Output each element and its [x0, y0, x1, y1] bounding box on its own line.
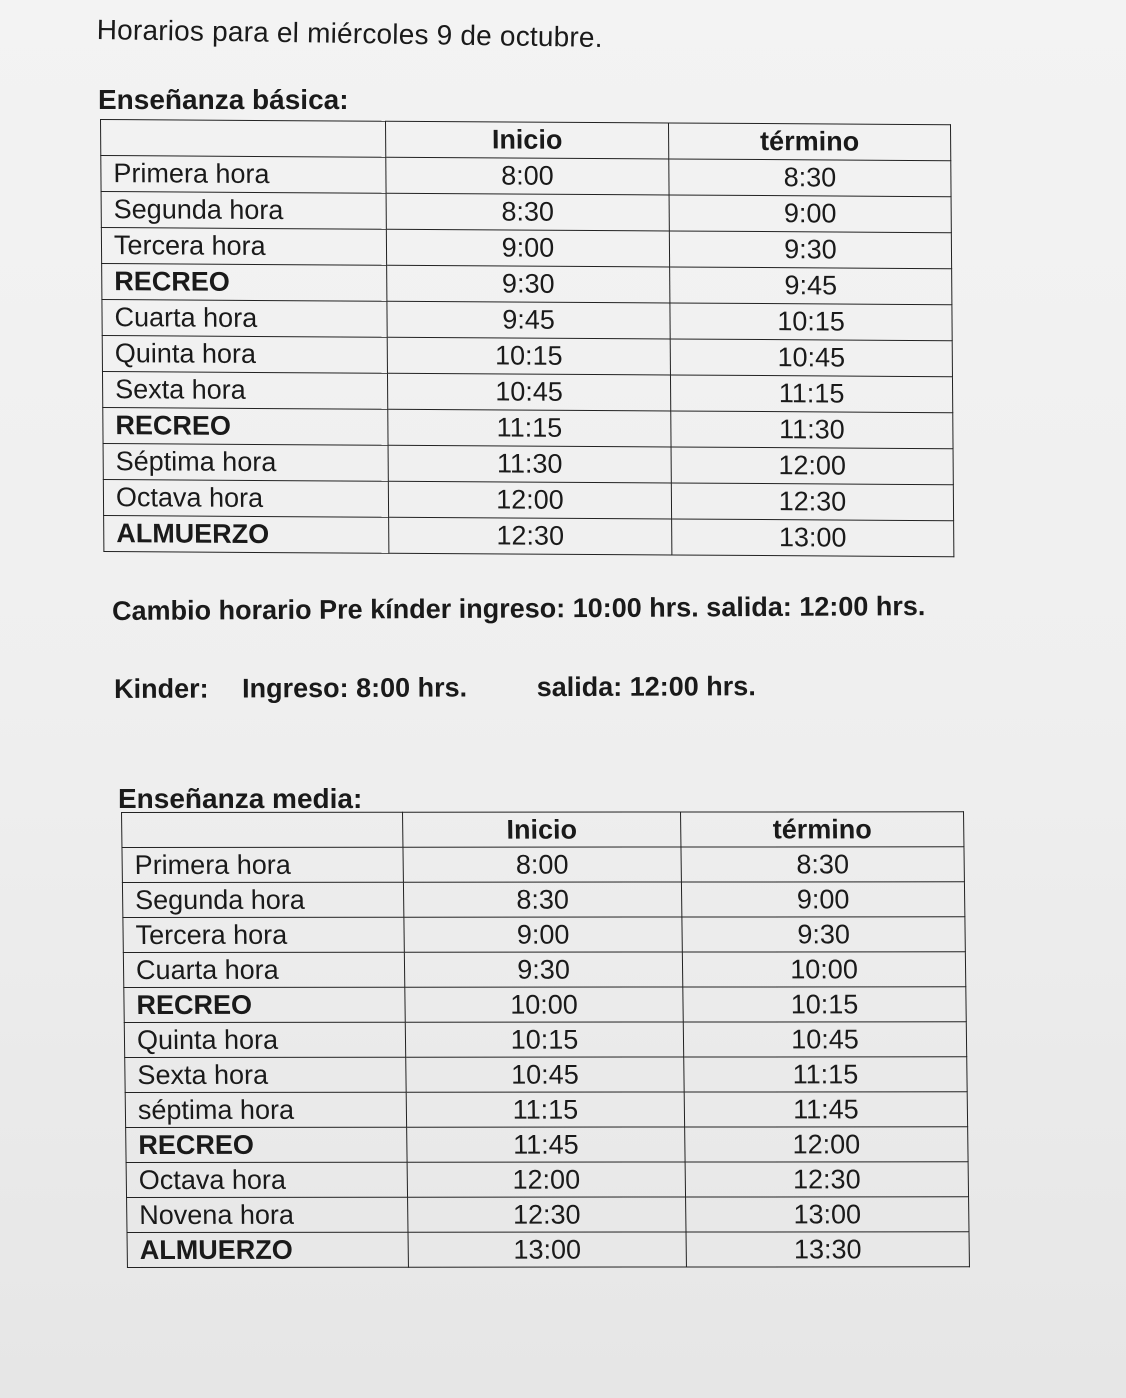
- table-header-row: [101, 120, 951, 161]
- table-row: [126, 1162, 968, 1198]
- row-label: Primera hora: [122, 847, 403, 882]
- table-row: [123, 952, 965, 988]
- row-label: Segunda hora: [122, 882, 403, 917]
- end-time: 12:30: [671, 483, 953, 521]
- end-time: 13:00: [672, 519, 954, 557]
- table-row: [104, 516, 954, 557]
- end-time: 9:30: [669, 231, 951, 269]
- header-blank-cell: [122, 812, 403, 847]
- start-time: 10:15: [387, 337, 670, 375]
- table-row: [101, 192, 951, 233]
- header-termino: término: [681, 812, 964, 847]
- kinder-salida: salida: 12:00 hrs.: [536, 671, 756, 703]
- table-row: [127, 1232, 969, 1268]
- row-label: Primera hora: [101, 156, 386, 194]
- kinder-note: [114, 671, 756, 705]
- row-label: RECREO: [102, 264, 387, 302]
- start-time: 10:00: [405, 987, 683, 1022]
- end-time: 10:45: [670, 339, 952, 377]
- row-label: Octava hora: [126, 1162, 407, 1197]
- start-time: 12:30: [408, 1197, 686, 1232]
- row-label: RECREO: [126, 1127, 407, 1162]
- start-time: 9:00: [404, 917, 682, 952]
- table-row: [102, 264, 952, 305]
- kinder-label: Kinder:: [114, 673, 209, 704]
- row-label: Quinta hora: [124, 1022, 405, 1057]
- end-time: 11:15: [670, 375, 952, 413]
- row-label: RECREO: [124, 987, 405, 1022]
- start-time: 12:00: [388, 481, 671, 519]
- basica-schedule-table: [100, 119, 954, 557]
- table-row: [101, 156, 951, 197]
- end-time: 10:00: [682, 952, 965, 987]
- start-time: 10:15: [405, 1022, 683, 1057]
- start-time: 12:30: [389, 517, 672, 555]
- end-time: 11:15: [684, 1057, 967, 1092]
- end-time: 9:45: [670, 267, 952, 305]
- start-time: 12:00: [407, 1162, 685, 1197]
- start-time: 8:30: [403, 882, 681, 917]
- table-row: [127, 1197, 969, 1233]
- end-time: 11:30: [671, 411, 953, 449]
- end-time: 10:45: [683, 1022, 966, 1057]
- table-row: [124, 1022, 966, 1058]
- row-label: séptima hora: [125, 1092, 406, 1127]
- table-row: [103, 408, 953, 449]
- end-time: 9:00: [669, 195, 951, 233]
- table-row: [125, 1092, 967, 1128]
- table-row: [102, 336, 952, 377]
- table-row: [126, 1127, 968, 1163]
- table-row: [122, 882, 964, 918]
- end-time: 8:30: [681, 847, 964, 882]
- table-row: [103, 444, 953, 485]
- end-time: 12:30: [685, 1162, 968, 1197]
- header-termino: término: [668, 123, 950, 161]
- row-label: RECREO: [103, 408, 388, 446]
- start-time: 11:15: [388, 409, 671, 447]
- table-row: [122, 847, 964, 883]
- end-time: 10:15: [670, 303, 952, 341]
- row-label: ALMUERZO: [127, 1232, 408, 1267]
- header-blank-cell: [101, 120, 386, 158]
- row-label: Sexta hora: [102, 372, 387, 410]
- basica-heading: Enseñanza básica:: [98, 84, 349, 115]
- end-time: 12:00: [685, 1127, 968, 1162]
- media-schedule-table: [121, 811, 970, 1268]
- start-time: 9:00: [386, 229, 669, 267]
- row-label: Cuarta hora: [102, 300, 387, 338]
- start-time: 8:00: [386, 157, 669, 195]
- row-label: ALMUERZO: [104, 516, 389, 554]
- end-time: 13:00: [686, 1197, 969, 1232]
- start-time: 13:00: [408, 1232, 686, 1267]
- table-row: [124, 987, 966, 1023]
- start-time: 11:45: [407, 1127, 685, 1162]
- start-time: 9:45: [387, 301, 670, 339]
- end-time: 9:30: [682, 917, 965, 952]
- end-time: 8:30: [669, 159, 951, 197]
- start-time: 11:30: [388, 445, 671, 483]
- end-time: 12:00: [671, 447, 953, 485]
- start-time: 10:45: [406, 1057, 684, 1092]
- row-label: Séptima hora: [103, 444, 388, 482]
- start-time: 10:45: [387, 373, 670, 411]
- end-time: 11:45: [684, 1092, 967, 1127]
- document-title: Horarios para el miércoles 9 de octubre.: [96, 14, 603, 53]
- row-label: Quinta hora: [102, 336, 387, 374]
- end-time: 13:30: [686, 1232, 969, 1267]
- table-row: [125, 1057, 967, 1093]
- row-label: Novena hora: [127, 1197, 408, 1232]
- table-row: [101, 228, 951, 269]
- row-label: Cuarta hora: [123, 952, 404, 987]
- kinder-ingreso: Ingreso: 8:00 hrs.: [242, 672, 468, 704]
- table-row: [102, 300, 952, 341]
- row-label: Tercera hora: [101, 228, 386, 266]
- media-heading: Enseñanza media:: [118, 783, 363, 814]
- row-label: Segunda hora: [101, 192, 386, 230]
- pre-kinder-note: Cambio horario Pre kínder ingreso: 10:00 hrs. salida: 12:00 hrs.: [112, 591, 926, 626]
- start-time: 9:30: [387, 265, 670, 303]
- start-time: 8:30: [386, 193, 669, 231]
- table-row: [123, 917, 965, 953]
- row-label: Tercera hora: [123, 917, 404, 952]
- table-header-row: [122, 812, 964, 848]
- header-inicio: Inicio: [385, 121, 668, 159]
- end-time: 9:00: [681, 882, 964, 917]
- header-inicio: Inicio: [403, 812, 681, 847]
- start-time: 9:30: [404, 952, 682, 987]
- table-row: [102, 372, 952, 413]
- start-time: 8:00: [403, 847, 681, 882]
- end-time: 10:15: [683, 987, 966, 1022]
- row-label: Octava hora: [103, 480, 388, 518]
- start-time: 11:15: [406, 1092, 684, 1127]
- table-row: [103, 480, 953, 521]
- row-label: Sexta hora: [125, 1057, 406, 1092]
